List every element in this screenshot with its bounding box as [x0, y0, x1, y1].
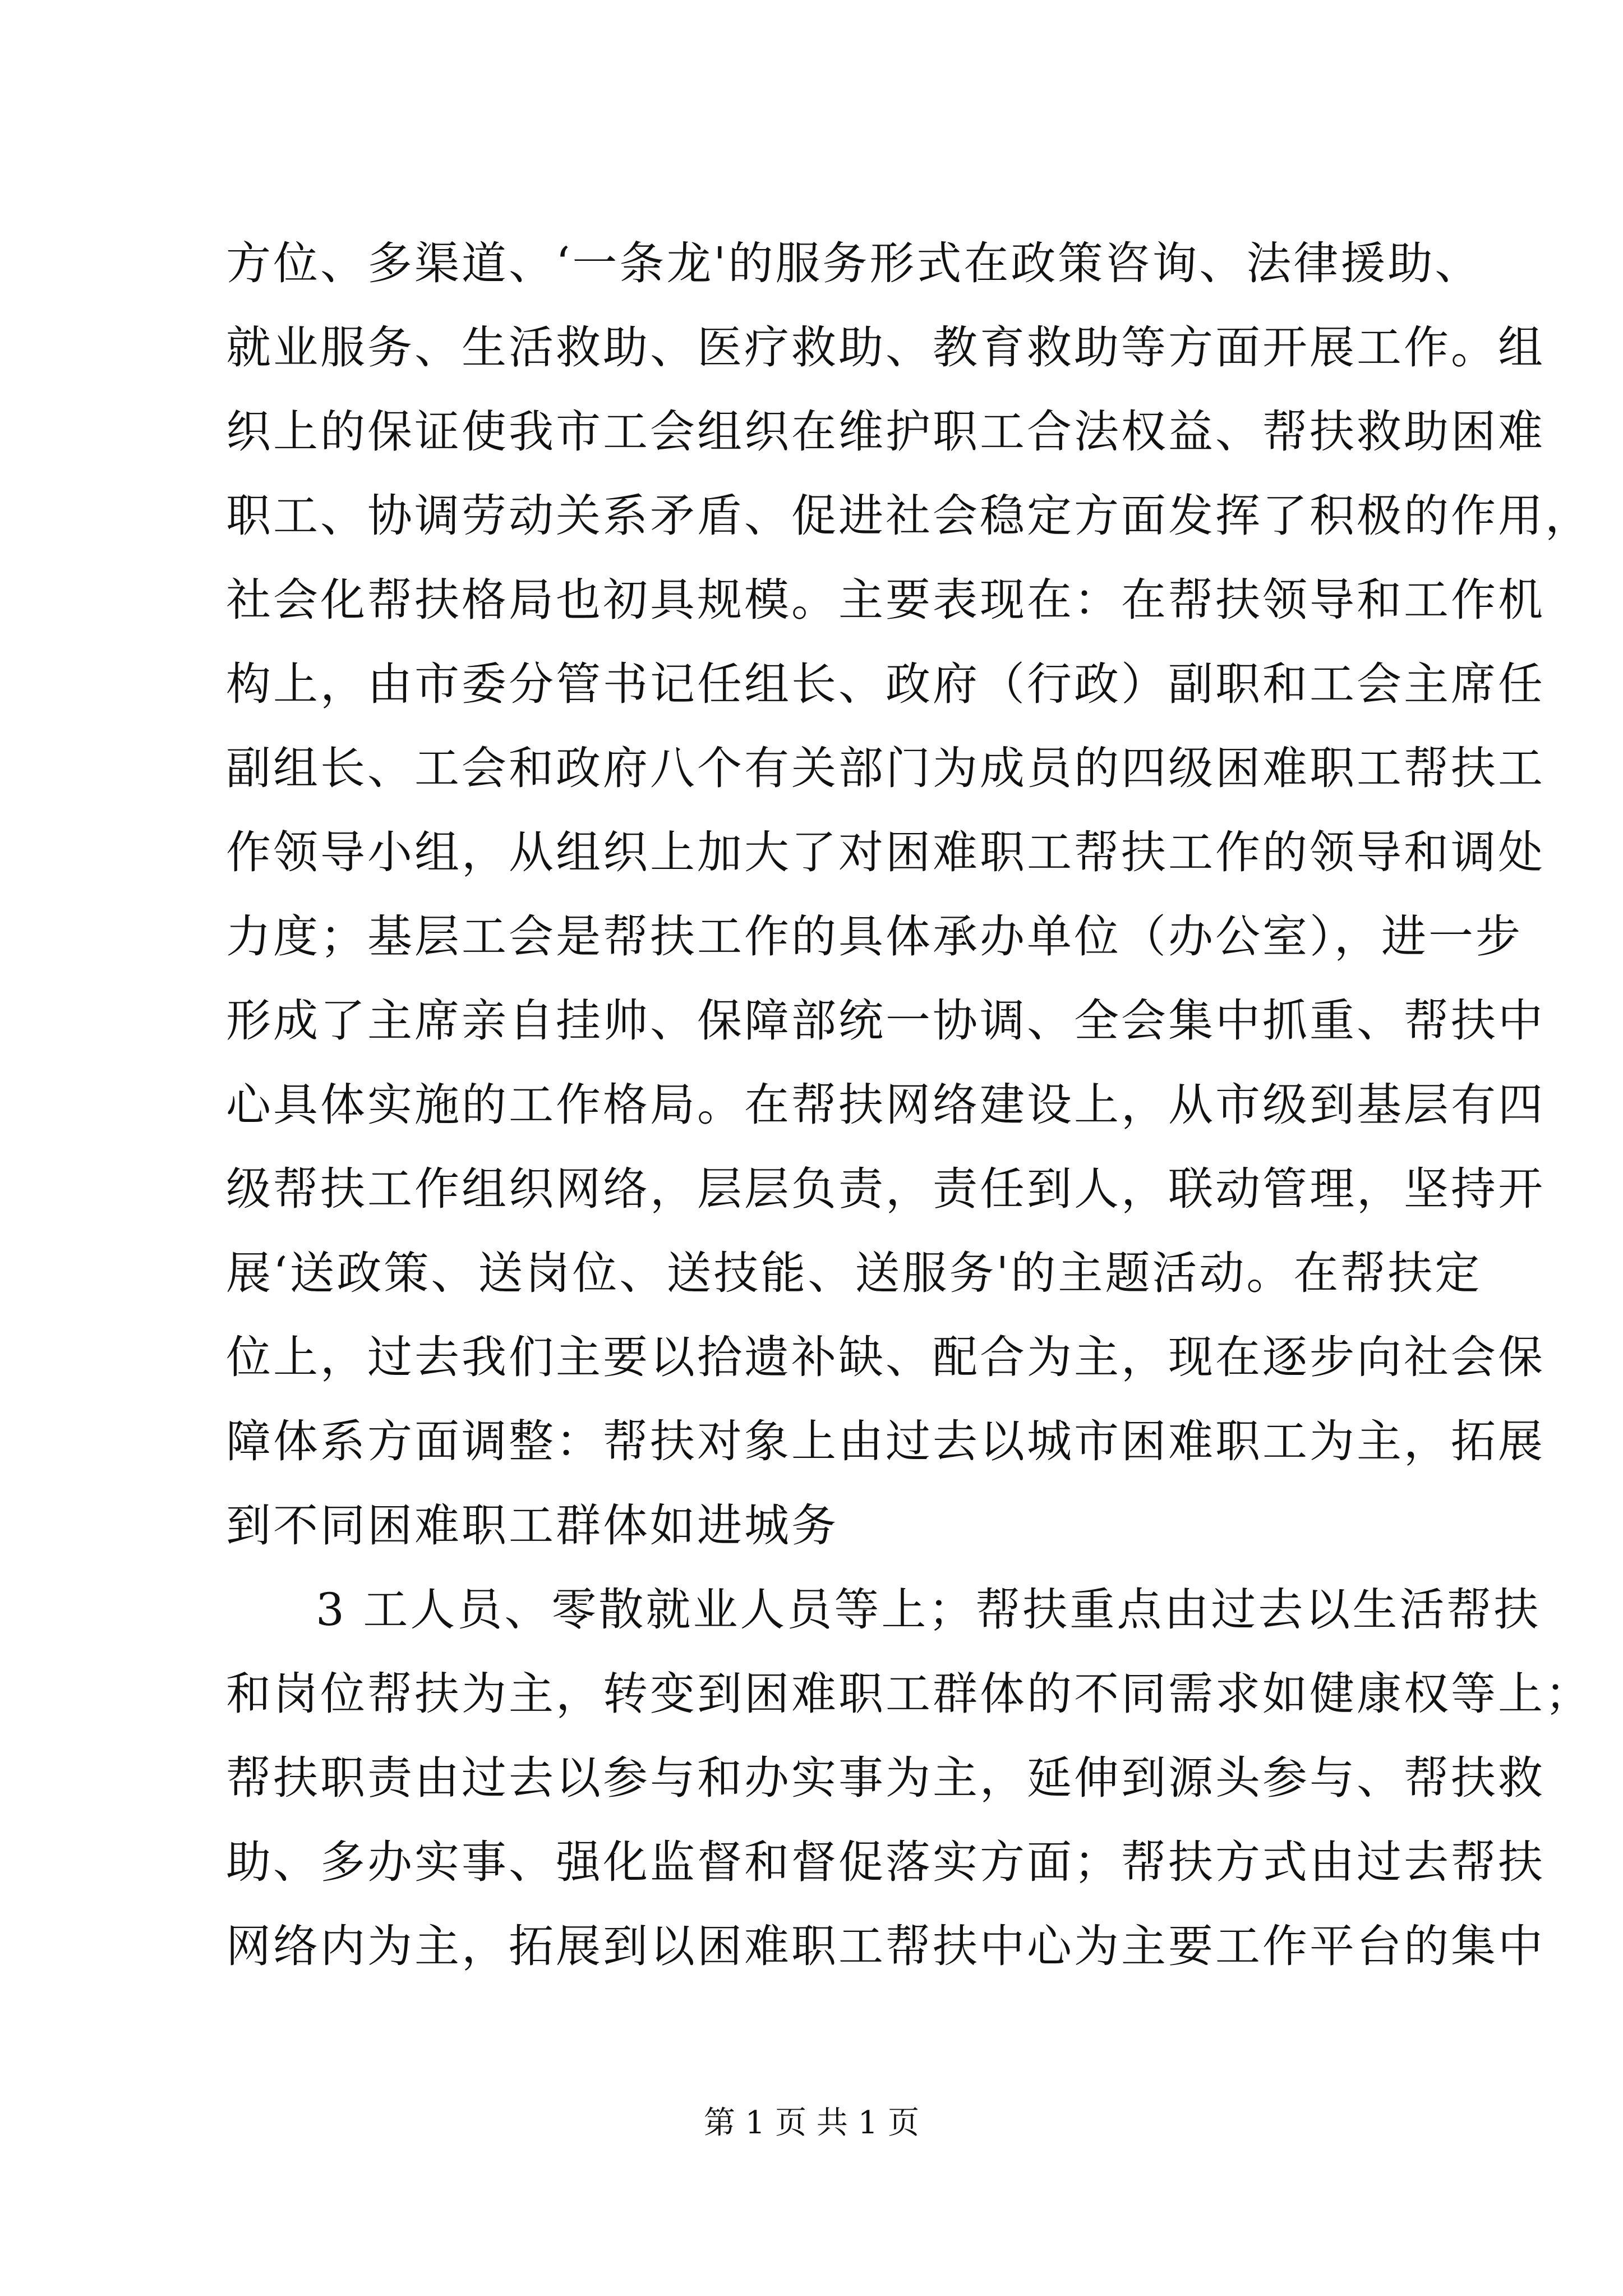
page-number-footer: 第 1 页 共 1 页 [703, 2105, 920, 2141]
text-line: 级帮扶工作组织网络，层层负责，责任到人，联动管理，坚持开 [226, 1163, 1545, 1215]
body-text [226, 222, 1592, 1989]
text-line: 网络内为主，拓展到以困难职工帮扶中心为主要工作平台的集中 [226, 1920, 1545, 1972]
text-line: 就业服务、生活救助、医疗救助、教育救助等方面开展工作。组 [226, 321, 1545, 374]
text-line: 形成了主席亲自挂帅、保障部统一协调、全会集中抓重、帮扶中 [226, 995, 1545, 1047]
text-line: 展‘送政策、送岗位、送技能、送服务'的主题活动。在帮扶定 [226, 1247, 1482, 1299]
text-line: 帮扶职责由过去以参与和办实事为主，延伸到源头参与、帮扶救 [226, 1752, 1545, 1804]
text-line: 心具体实施的工作格局。在帮扶网络建设上，从市级到基层有四 [226, 1079, 1545, 1131]
text-line: 力度；基层工会是帮扶工作的具体承办单位（办公室），进一步 [226, 910, 1523, 963]
text-line: 作领导小组，从组织上加大了对困难职工帮扶工作的领导和调处 [226, 826, 1545, 878]
text-line: 构上，由市委分管书记任组长、政府（行政）副职和工会主席任 [226, 658, 1545, 710]
text-line: 职工、协调劳动关系矛盾、促进社会稳定方面发挥了积极的作用， [226, 490, 1592, 542]
text-line: 副组长、工会和政府八个有关部门为成员的四级困难职工帮扶工 [226, 742, 1545, 794]
text-line-paragraph-start: 3 工人员、零散就业人员等上；帮扶重点由过去以生活帮扶 [316, 1584, 1541, 1636]
text-line: 障体系方面调整：帮扶对象上由过去以城市困难职工为主，拓展 [226, 1415, 1545, 1467]
text-line: 方位、多渠道、‘一条龙'的服务形式在政策咨询、法律援助、 [226, 237, 1482, 289]
text-line: 织上的保证使我市工会组织在维护职工合法权益、帮扶救助困难 [226, 406, 1545, 458]
text-line: 和岗位帮扶为主，转变到困难职工群体的不同需求如健康权等上； [226, 1668, 1592, 1720]
text-line: 位上，过去我们主要以拾遗补缺、配合为主，现在逐步向社会保 [226, 1331, 1545, 1383]
text-line: 社会化帮扶格局也初具规模。主要表现在：在帮扶领导和工作机 [226, 574, 1545, 626]
text-line: 助、多办实事、强化监督和督促落实方面；帮扶方式由过去帮扶 [226, 1836, 1545, 1888]
text-line-paragraph-end: 到不同困难职工群体如进城务 [226, 1499, 838, 1552]
